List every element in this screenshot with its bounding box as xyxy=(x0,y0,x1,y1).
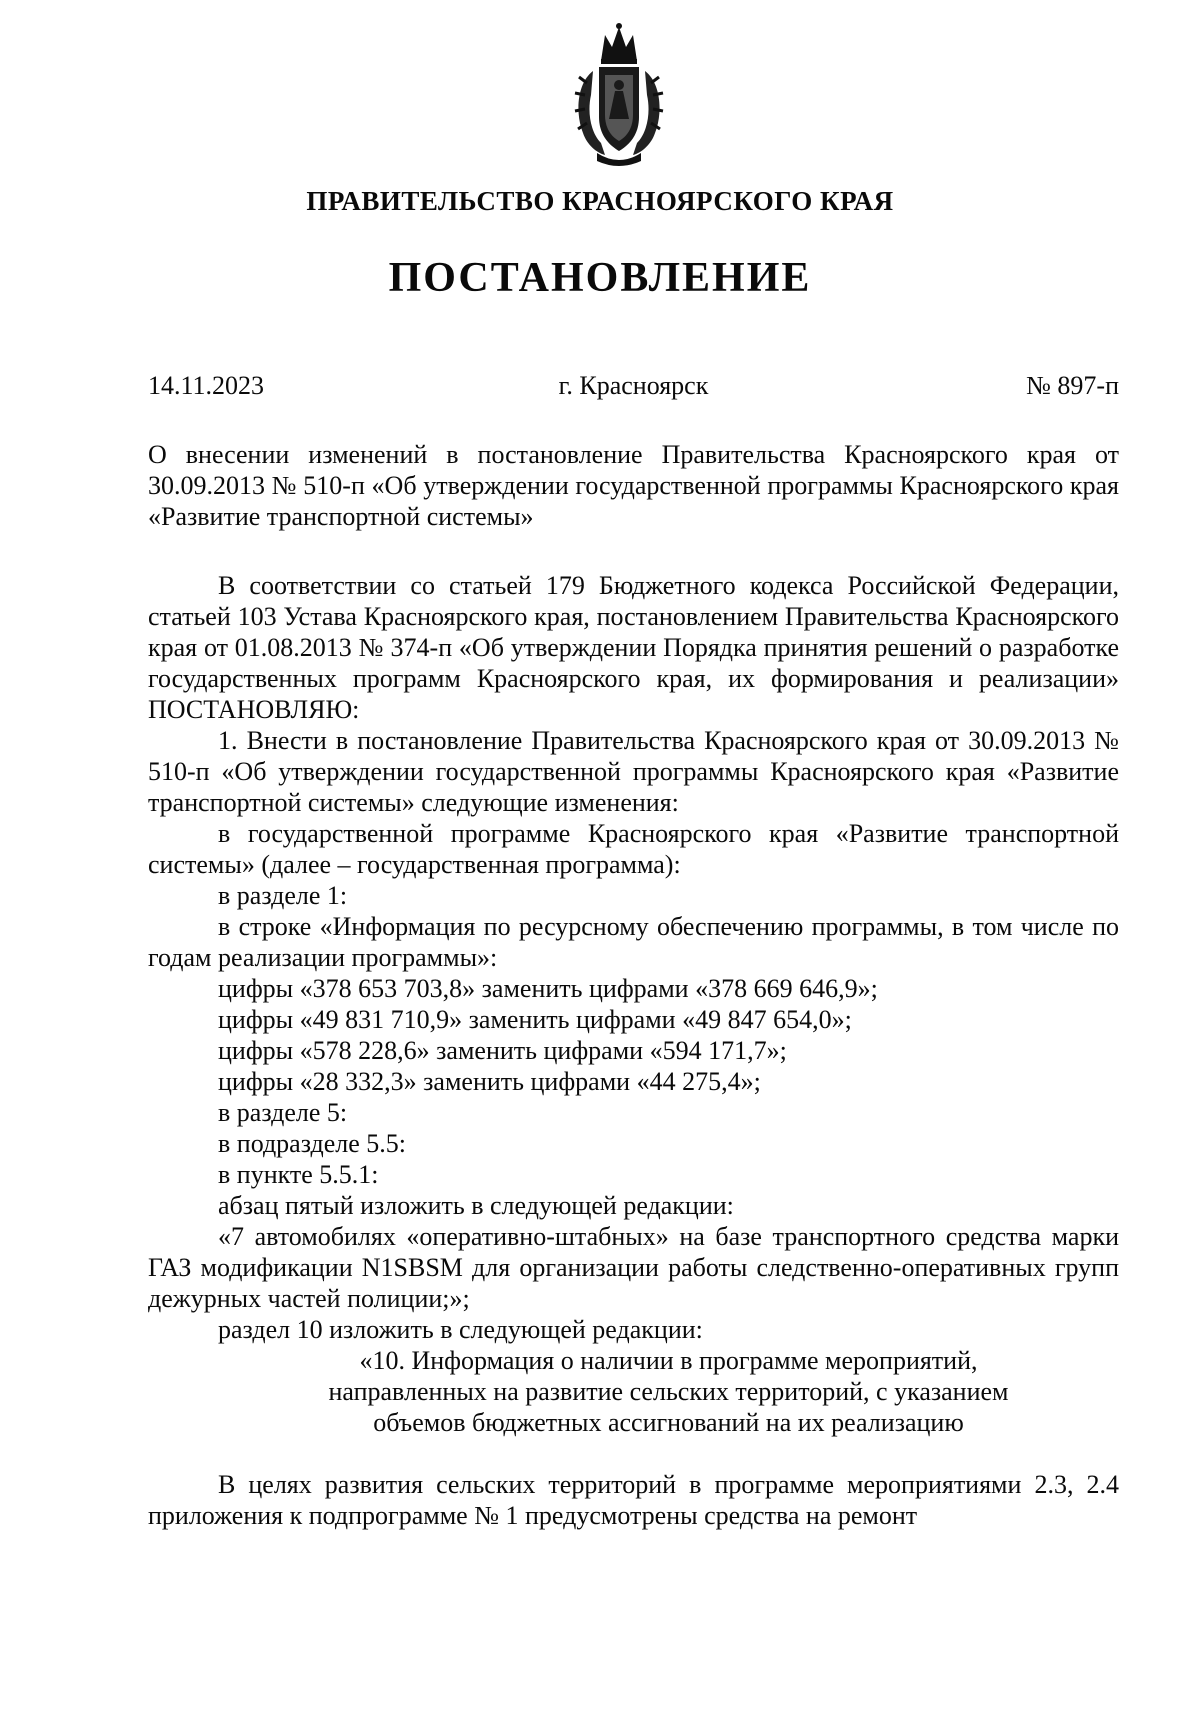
digits-line: цифры «49 831 710,9» заменить цифрами «49 847 654,0»; xyxy=(218,1005,852,1034)
organization-title: ПРАВИТЕЛЬСТВО КРАСНОЯРСКОГО КРАЯ xyxy=(306,186,894,216)
section-1-line: в разделе 1: xyxy=(218,881,348,910)
section-10-heading-line: объемов бюджетных ассигнований на их реализацию xyxy=(373,1408,964,1437)
document-body xyxy=(148,570,1119,1531)
paragraph-five-line: абзац пятый изложить в следующей редакции: xyxy=(218,1191,734,1220)
section-10-heading-line: «10. Информация о наличии в программе мероприятий, xyxy=(359,1346,978,1375)
section-10-intro: раздел 10 изложить в следующей редакции: xyxy=(218,1315,703,1344)
document-number: № 897-п xyxy=(1026,371,1119,400)
document-meta-row xyxy=(148,371,1119,407)
document-city: г. Красноярск xyxy=(558,371,709,400)
item-1-paragraph: 1. Внести в постановление Правительства Красноярского края от 30.09.2013 № 510-п «Об утверждении государственной программы Красноярского края «Развитие транспортной системы» следующие изменения: xyxy=(148,726,1119,817)
digits-line: цифры «378 653 703,8» заменить цифрами «378 669 646,9»; xyxy=(218,974,878,1003)
preamble-paragraph: В соответствии со статьей 179 Бюджетного кодекса Российской Федерации, статьей 103 Устава Красноярского края, постановлением Правительства Красноярского края от 01.08.2013 № 374-п «Об утверждении Порядка принятия решений о разработке государственных программ Красноярского края, их формирования и реализации» ПОСТАНОВЛЯЮ: xyxy=(148,571,1119,724)
section-10-heading-line: направленных на развитие сельских территорий, с указанием xyxy=(328,1377,1009,1406)
program-paragraph: в государственной программе Красноярского края «Развитие транспортной системы» (далее – государственная программа): xyxy=(148,819,1119,879)
digits-line: цифры «578 228,6» заменить цифрами «594 171,7»; xyxy=(218,1036,787,1065)
digits-line: цифры «28 332,3» заменить цифрами «44 275,4»; xyxy=(218,1067,761,1096)
document-date: 14.11.2023 xyxy=(148,371,265,400)
point-line: в пункте 5.5.1: xyxy=(218,1160,379,1189)
quoted-amendment: «7 автомобилях «оперативно-штабных» на базе транспортного средства марки ГАЗ модификации N1SBSM для организации работы следственно-оперативных групп дежурных частей полиции;»; xyxy=(148,1222,1119,1313)
subsection-line: в подразделе 5.5: xyxy=(218,1129,407,1158)
coat-of-arms-icon xyxy=(571,21,667,167)
document-type-heading: ПОСТАНОВЛЕНИЕ xyxy=(388,255,812,301)
paragraph-spacer xyxy=(148,1438,1119,1469)
rural-paragraph: В целях развития сельских территорий в программе мероприятиями 2.3, 2.4 приложения к подпрограмме № 1 предусмотрены средства на ремонт xyxy=(148,1470,1119,1530)
document-subject: О внесении изменений в постановление Правительства Красноярского края от 30.09.2013 № 510-п «Об утверждении государственной программы Красноярского края «Развитие транспортной системы» xyxy=(148,440,1119,531)
section-5-line: в разделе 5: xyxy=(218,1098,348,1127)
row-info-paragraph: в строке «Информация по ресурсному обеспечению программы, в том числе по годам реализации программы»: xyxy=(148,912,1119,972)
